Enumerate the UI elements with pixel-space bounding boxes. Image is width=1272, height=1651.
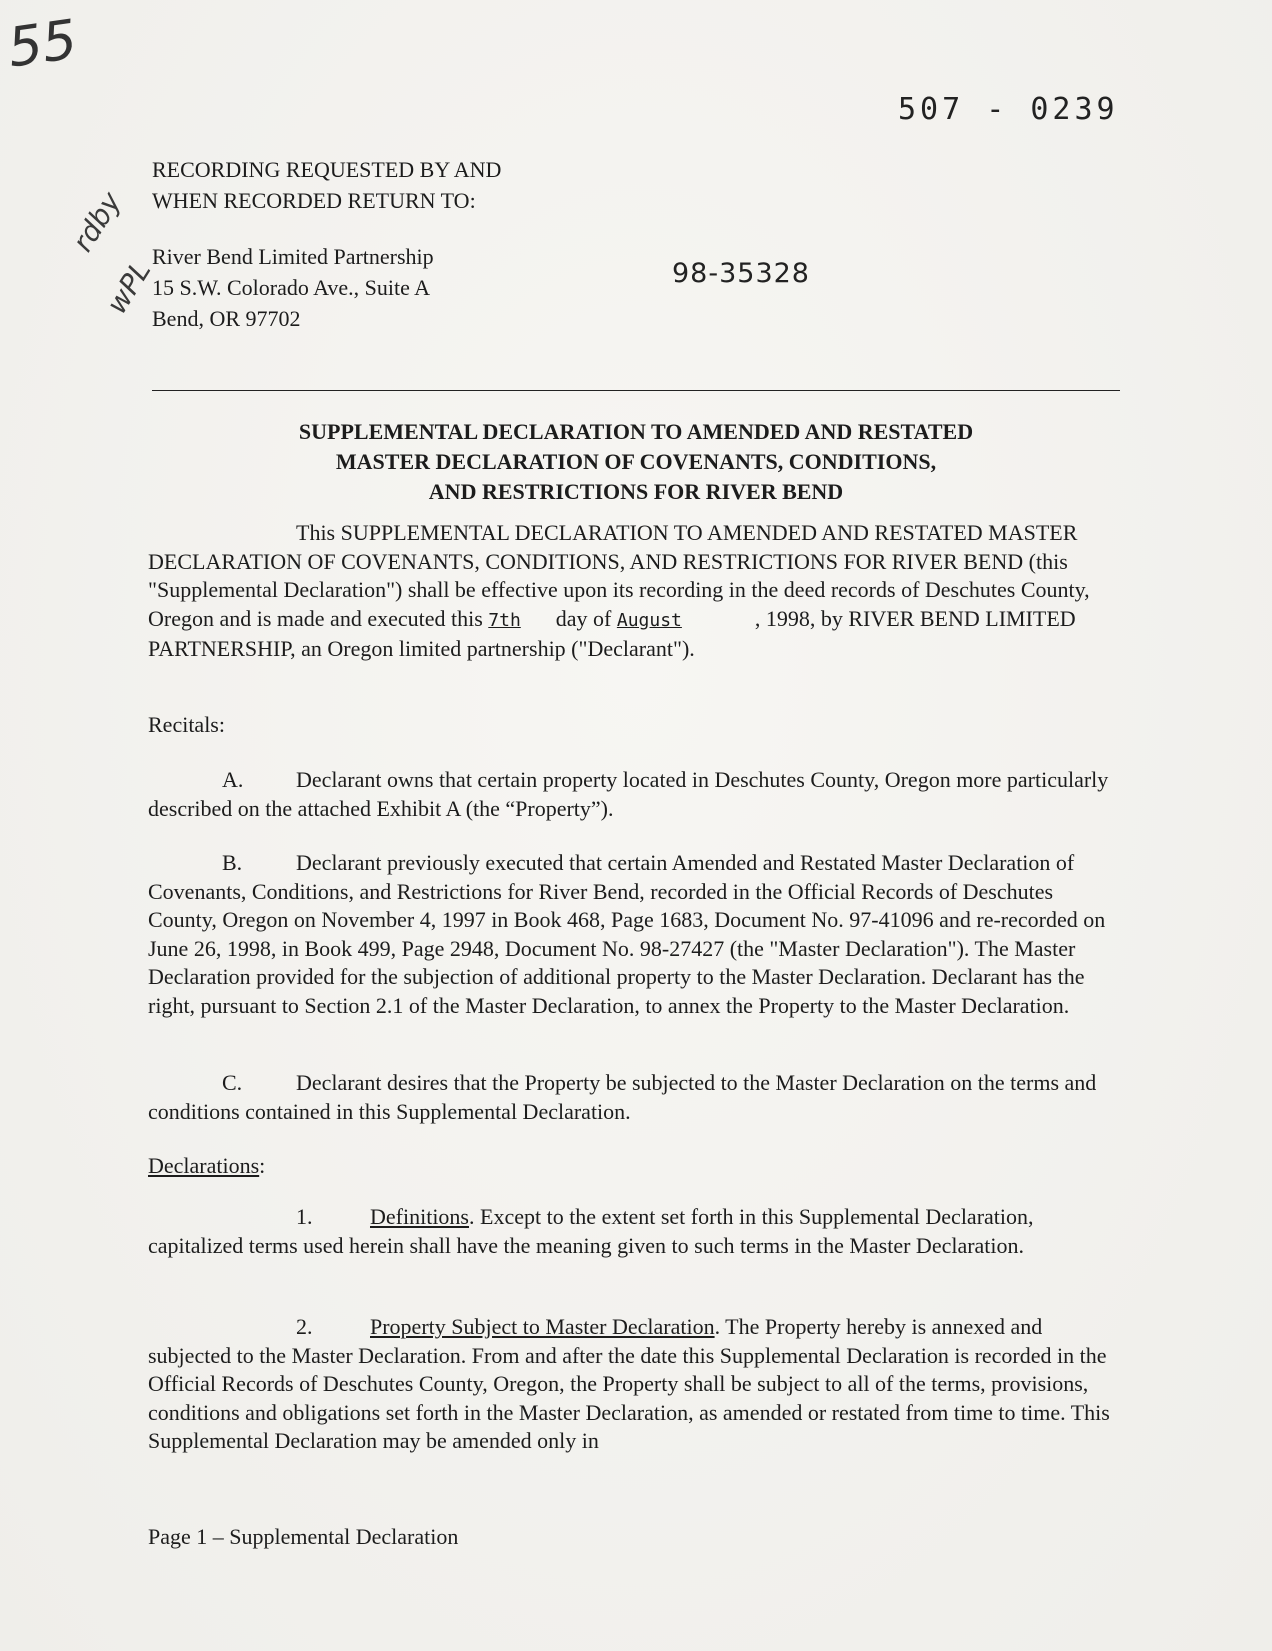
declaration-number: 2.	[296, 1314, 313, 1339]
declarations-heading	[148, 1152, 1120, 1181]
recording-requested-block	[152, 154, 501, 216]
recital-text: Declarant desires that the Property be subjected to the Master Declaration on the terms and conditions contained in this Supplemental Declaration.	[148, 1070, 1097, 1124]
page-footer: Page 1 – Supplemental Declaration	[148, 1524, 459, 1549]
address-line2: 15 S.W. Colorado Ave., Suite A	[152, 275, 431, 300]
return-address	[152, 241, 434, 334]
document-number: 98-35328	[672, 258, 810, 289]
recital-text: Declarant previously executed that certain Amended and Restated Master Declaration of Covenants, Conditions, and Restrictions for River Bend, recorded in the Official Records of Deschutes County, Oregon on November 4, 1997 in Book 468, Page 1683, Document No. 97-41096 and re-recorded on June 26, 1998, in Book 499, Page 2948, Document No. 98-27427 (the "Master Declaration"). The Master Declaration provided for the subjection of additional property to the Master Declaration. Declarant has the right, pursuant to Section 2.1 of the Master Declaration, to annex the Property to the Master Declaration.	[148, 850, 1106, 1018]
intro-text-day-of: day of	[555, 605, 612, 631]
intro-text: This SUPPLEMENTAL DECLARATION TO AMENDED AND RESTATED MASTER DECLARATION OF COVENANTS, CONDITIONS, AND RESTRICTIONS FOR RIVER BEND (this "Supplemental Declaration") shall be effective upon its recording in the deed records of Deschutes County, Oregon and is made and executed this	[148, 520, 1090, 631]
recital-letter: A.	[222, 767, 244, 792]
month-field: August	[616, 609, 682, 631]
declaration-text: . The Property hereby is annexed and subjected to the Master Declaration. From and after the date this Supplemental Declaration is recorded in the Official Records of Deschutes County, Oregon, the Property shall be subject to all of the terms, provisions, conditions and obligations set forth in the Master Declaration, as amended or restated from time to time. This Supplemental Declaration may be amended only in	[148, 1314, 1110, 1453]
recording-number: 507 - 0239	[898, 92, 1119, 127]
title-line2: MASTER DECLARATION OF COVENANTS, CONDITIONS,	[335, 449, 937, 474]
recital-b	[148, 849, 1120, 1020]
declaration-heading: Definitions	[370, 1204, 469, 1229]
title-line1: SUPPLEMENTAL DECLARATION TO AMENDED AND RESTATED	[298, 419, 974, 444]
day-field: 7th	[488, 609, 521, 631]
document-title	[152, 417, 1120, 507]
handwritten-page-mark: 55	[3, 7, 81, 80]
handwritten-initials: wPL	[100, 255, 158, 320]
recital-c	[148, 1069, 1120, 1126]
recital-a	[148, 766, 1120, 823]
declaration-1	[148, 1203, 1120, 1260]
address-line1: River Bend Limited Partnership	[152, 244, 434, 269]
declaration-heading: Property Subject to Master Declaration	[370, 1314, 715, 1339]
intro-paragraph	[148, 519, 1120, 664]
declarations-heading-text: Declarations	[148, 1153, 260, 1178]
declaration-number: 1.	[296, 1204, 313, 1229]
divider	[152, 390, 1120, 391]
title-line3: AND RESTRICTIONS FOR RIVER BEND	[428, 479, 844, 504]
address-line3: Bend, OR 97702	[152, 306, 301, 331]
recital-letter: B.	[222, 850, 243, 875]
declarations-heading-colon: :	[259, 1153, 266, 1178]
handwritten-initials: rdby	[66, 186, 128, 258]
recitals-heading: Recitals:	[148, 712, 225, 737]
declaration-2	[148, 1313, 1120, 1456]
intro-text-end: , 1998, by RIVER BEND LIMITED PARTNERSHIP, an Oregon limited partnership ("Declarant").	[148, 605, 1076, 661]
recital-letter: C.	[222, 1070, 243, 1095]
recording-requested-line1: RECORDING REQUESTED BY AND	[152, 157, 502, 182]
declaration-text: . Except to the extent set forth in this Supplemental Declaration, capitalized terms used herein shall have the meaning given to such terms in the Master Declaration.	[148, 1204, 1034, 1258]
recording-requested-line2: WHEN RECORDED RETURN TO:	[152, 188, 476, 213]
recital-text: Declarant owns that certain property located in Deschutes County, Oregon more particularly described on the attached Exhibit A (the “Property”).	[148, 767, 1109, 821]
